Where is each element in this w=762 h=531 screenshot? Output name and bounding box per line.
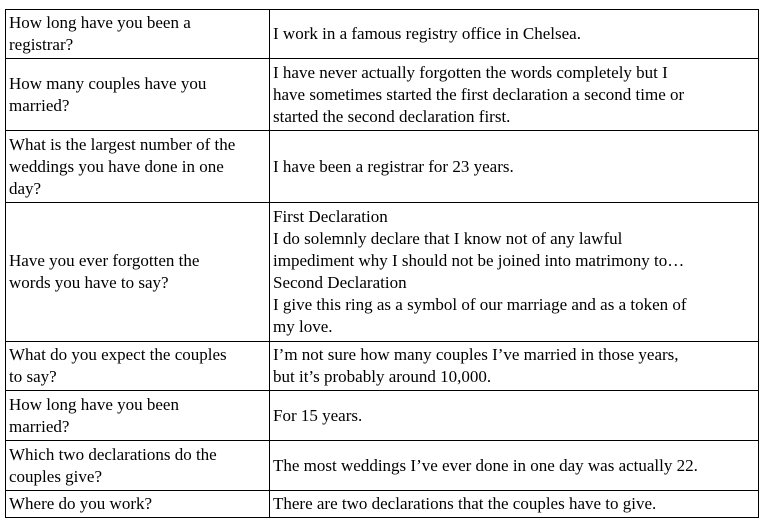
question-cell <box>6 203 270 342</box>
question-line: to say? <box>9 367 57 386</box>
table-row <box>6 10 759 59</box>
answer-line: I give this ring as a symbol of our marriage and as a token of <box>273 295 687 314</box>
question-line: couples give? <box>9 466 102 486</box>
question-line: weddings you have done in one <box>9 156 224 176</box>
answer-cell <box>270 59 759 131</box>
answer-cell <box>270 342 759 391</box>
answer-line: but it’s probably around 10,000. <box>273 367 492 386</box>
qa-table <box>5 9 759 518</box>
question-line: Have you ever forgotten the <box>9 251 200 270</box>
question-line: married? <box>9 95 70 115</box>
question-line: words you have to say? <box>9 273 169 292</box>
answer-line: I’m not sure how many couples I’ve married in those years, <box>273 345 679 364</box>
question-line: married? <box>9 416 70 436</box>
answer-line: started the second declaration first. <box>273 106 511 126</box>
answer-cell <box>270 10 759 59</box>
answer-line: Second Declaration <box>273 273 407 292</box>
table-row <box>6 131 759 203</box>
table-row <box>6 441 759 491</box>
answer-cell <box>270 203 759 342</box>
question-cell <box>6 342 270 391</box>
question-line: How long have you been a <box>9 13 191 32</box>
question-line: How long have you been <box>9 394 179 414</box>
table-row <box>6 491 759 518</box>
answer-line: I have never actually forgotten the words completely but I <box>273 62 668 82</box>
answer-line: I do solemnly declare that I know not of any lawful <box>273 229 623 248</box>
question-cell <box>6 10 270 59</box>
question-cell <box>6 131 270 203</box>
answer-line: There are two declarations that the couples have to give. <box>273 494 657 513</box>
answer-line: I have been a registrar for 23 years. <box>273 156 514 176</box>
answer-line: I work in a famous registry office in Chelsea. <box>273 24 581 43</box>
answer-cell <box>270 131 759 203</box>
answer-line: have sometimes started the first declaration a second time or <box>273 84 685 104</box>
question-line: Where do you work? <box>9 494 153 513</box>
table-row <box>6 342 759 391</box>
question-line: What is the largest number of the <box>9 134 236 154</box>
question-line: Which two declarations do the <box>9 444 217 464</box>
answer-line: impediment why I should not be joined into matrimony to… <box>273 251 685 270</box>
question-line: registrar? <box>9 35 74 54</box>
question-cell <box>6 59 270 131</box>
answer-line: my love. <box>273 317 333 336</box>
table-row <box>6 203 759 342</box>
question-cell <box>6 391 270 441</box>
question-cell <box>6 441 270 491</box>
question-line: What do you expect the couples <box>9 345 227 364</box>
table-row <box>6 391 759 441</box>
question-cell <box>6 491 270 518</box>
answer-cell <box>270 491 759 518</box>
answer-line: For 15 years. <box>273 405 363 425</box>
question-line: How many couples have you <box>9 73 207 93</box>
answer-line: The most weddings I’ve ever done in one day was actually 22. <box>273 455 698 475</box>
answer-line: First Declaration <box>273 207 388 226</box>
table-row <box>6 59 759 131</box>
answer-cell <box>270 391 759 441</box>
answer-cell <box>270 441 759 491</box>
question-line: day? <box>9 178 42 198</box>
